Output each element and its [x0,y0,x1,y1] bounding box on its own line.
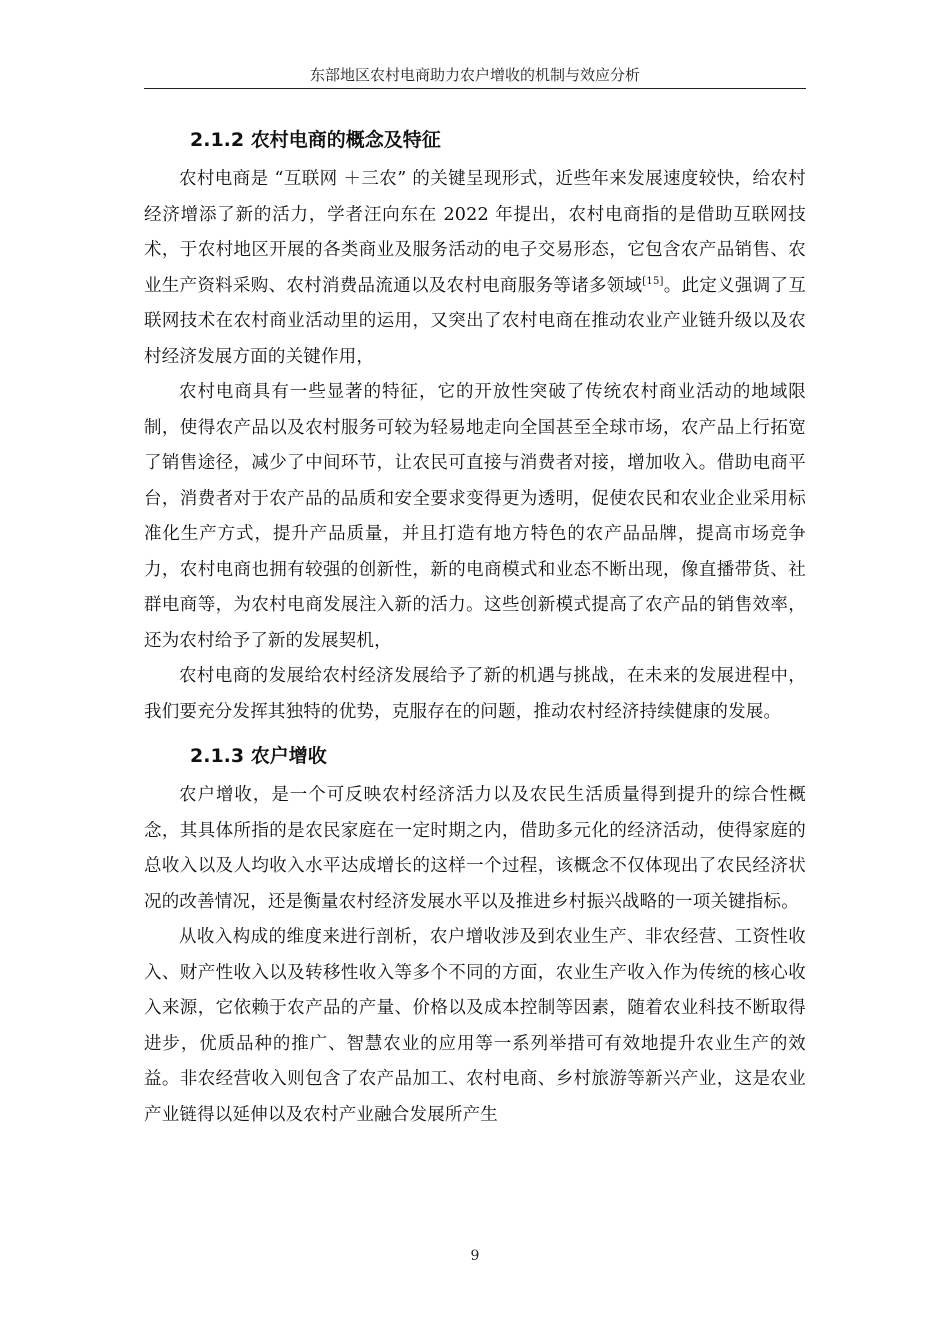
paragraph: 农村电商具有一些显著的特征，它的开放性突破了传统农村商业活动的地域限制，使得农产品以及农村服务可较为轻易地走向全国甚至全球市场，农产品上行拓宽了销售途径，减少了中间环节，让农民可直接与消费者对接，增加收入。借助电商平台，消费者对于农产品的品质和安全要求变得更为透明，促使农民和农业企业采用标准化生产方式，提升产品质量，并且打造有地方特色的农产品品牌，提高市场竞争力，农村电商也拥有较强的创新性，新的电商模式和业态不断出现，像直播带货、社群电商等，为农村电商发展注入新的活力。这些创新模式提高了农产品的销售效率，还为农村给予了新的发展契机， [144,382,806,651]
paragraph-text: 。此定义强调了互联网技术在农村商业活动里的运用，又突出了农村电商在推动农业产业链升级以及农村经济发展方面的关键作用， [144,275,806,367]
page-body [144,118,806,1133]
paragraph: 农户增收，是一个可反映农村经济活力以及农民生活质量得到提升的综合性概念，其具体所指的是农民家庭在一定时期之内，借助多元化的经济活动，使得家庭的总收入以及人均收入水平达成增长的这样一个过程，该概念不仅体现出了农民经济状况的改善情况，还是衡量农村经济发展水平以及推进乡村振兴战略的一项关键指标。 [144,785,806,912]
paragraph [144,162,806,375]
citation-marker: [15] [642,275,664,287]
running-header: 东部地区农村电商助力农户增收的机制与效应分析 [144,64,806,89]
page-number: 9 [470,1248,480,1264]
paragraph: 从收入构成的维度来进行剖析，农户增收涉及到农业生产、非农经营、工资性收入、财产性收入以及转移性收入等多个不同的方面，农业生产收入作为传统的核心收入来源，它依赖于农产品的产量、价格以及成本控制等因素，随着农业科技不断取得进步，优质品种的推广、智慧农业的应用等一系列举措可有效地提升农业生产的效益。非农经营收入则包含了农产品加工、农村电商、乡村旅游等新兴产业，这是农业产业链得以延伸以及农村产业融合发展所产生 [144,927,806,1125]
paragraph: 农村电商的发展给农村经济发展给予了新的机遇与挑战，在未来的发展进程中，我们要充分发挥其独特的优势，克服存在的问题，推动农村经济持续健康的发展。 [144,666,806,722]
section-heading-2-1-2: 2.1.2 农村电商的概念及特征 [190,129,441,151]
section-heading-2-1-3: 2.1.3 农户增收 [190,745,327,767]
paragraph-text: 农村电商是 “互联网 ＋三农” 的关键呈现形式，近些年来发展速度较快，给农村经济增添了新的活力，学者汪向东在 2022 年提出，农村电商指的是借助互联网技术，于农村地区开展的各类商业及服务活动的电子交易形态，它包含农产品销售、农业生产资料采购、农村消费品流通以及农村电商服务等诸多领域 [144,169,806,296]
